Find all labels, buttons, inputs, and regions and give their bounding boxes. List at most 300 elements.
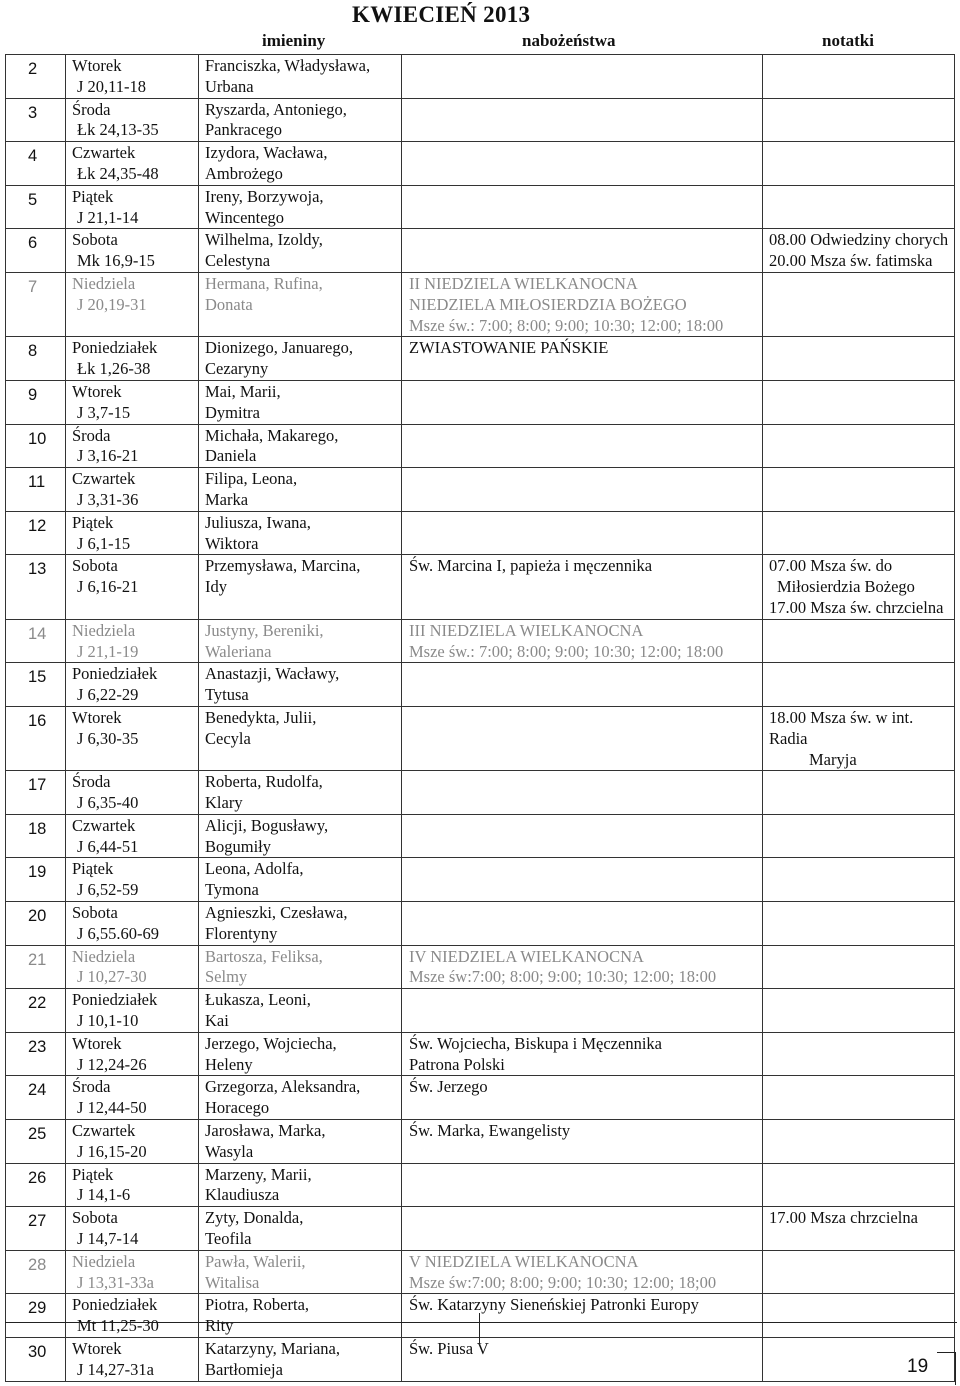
calendar-row [6, 1338, 955, 1382]
name-days-cell [199, 424, 402, 468]
services-cell [402, 555, 763, 619]
calendar-row [6, 468, 955, 512]
calendar-row [6, 619, 955, 663]
notes-cell [763, 771, 955, 815]
notes-cell [763, 1032, 955, 1076]
day-number: 2 [6, 55, 66, 99]
notes-cell [763, 1163, 955, 1207]
day-cell [66, 468, 199, 512]
day-number: 18 [6, 814, 66, 858]
name-day-line: Wincentego [205, 207, 285, 227]
day-cell [66, 858, 199, 902]
calendar-row [6, 945, 955, 989]
name-days-cell [199, 55, 402, 99]
name-day-line: Agnieszki, Czesława, [205, 903, 348, 923]
day-cell [66, 1294, 199, 1338]
name-days-cell [199, 902, 402, 946]
name-day-line: Selmy [205, 967, 248, 987]
service-line: Msze św.: 7:00; 8:00; 9:00; 10:30; 12:00; 18:00 [409, 641, 724, 661]
services-cell [402, 945, 763, 989]
gospel-reading: J 10,1-10 [77, 1011, 139, 1031]
gospel-reading: J 6,35-40 [77, 793, 139, 813]
name-day-line: Tytusa [205, 685, 249, 705]
services-cell [402, 380, 763, 424]
services-cell [402, 424, 763, 468]
gospel-reading: J 6,44-51 [77, 836, 139, 856]
services-cell [402, 272, 763, 336]
day-number: 24 [6, 1076, 66, 1120]
weekday-name: Niedziela [72, 946, 136, 966]
weekday-name: Wtorek [72, 56, 122, 75]
name-day-line: Pawła, Walerii, [205, 1251, 306, 1271]
name-day-line: Dymitra [205, 402, 260, 422]
weekday-name: Środa [72, 772, 111, 792]
day-cell [66, 619, 199, 663]
day-number: 28 [6, 1250, 66, 1294]
name-days-cell [199, 468, 402, 512]
page-title: KWIECIEŃ 2013 [352, 2, 531, 27]
day-cell [66, 902, 199, 946]
day-cell [66, 663, 199, 707]
day-number: 11 [6, 468, 66, 512]
note-line: Maryja [809, 749, 857, 769]
name-day-line: Justyny, Bereniki, [205, 620, 324, 640]
calendar-row [6, 555, 955, 619]
gospel-reading: J 14,27-31a [77, 1359, 154, 1379]
notes-cell [763, 511, 955, 555]
calendar-row [6, 1207, 955, 1251]
weekday-name: Wtorek [72, 707, 122, 727]
calendar-row [6, 858, 955, 902]
name-day-line: Klaudiusza [205, 1185, 280, 1205]
day-number: 4 [6, 142, 66, 186]
name-day-line: Ryszarda, Antoniego, [205, 99, 347, 119]
name-day-line: Michała, Makarego, [205, 425, 339, 445]
name-days-cell [199, 229, 402, 273]
name-day-line: Pankracego [205, 120, 282, 140]
name-days-cell [199, 142, 402, 186]
weekday-name: Sobota [72, 230, 118, 250]
calendar-row [6, 511, 955, 555]
day-number: 16 [6, 706, 66, 770]
services-cell [402, 98, 763, 142]
name-day-line: Celestyna [205, 251, 271, 271]
name-days-cell [199, 945, 402, 989]
gospel-reading: J 3,31-36 [77, 489, 139, 509]
name-day-line: Rity [205, 1316, 234, 1336]
notes-cell [763, 468, 955, 512]
day-number: 21 [6, 945, 66, 989]
name-day-line: Marka [205, 489, 249, 509]
weekday-name: Środa [72, 1077, 111, 1097]
day-cell [66, 337, 199, 381]
weekday-name: Sobota [72, 903, 118, 923]
day-cell [66, 1250, 199, 1294]
weekday-name: Niedziela [72, 1251, 136, 1271]
name-day-line: Witalisa [205, 1272, 260, 1292]
calendar-row [6, 902, 955, 946]
gospel-reading: J 14,1-6 [77, 1185, 131, 1205]
name-day-line: Marzeny, Marii, [205, 1164, 312, 1184]
name-days-cell [199, 814, 402, 858]
services-cell [402, 1163, 763, 1207]
services-cell [402, 468, 763, 512]
name-day-line: Alicji, Bogusławy, [205, 815, 329, 835]
day-cell [66, 555, 199, 619]
name-day-line: Mai, Marii, [205, 381, 281, 401]
gospel-reading: J 6,30-35 [77, 728, 139, 748]
day-number: 23 [6, 1032, 66, 1076]
day-cell [66, 945, 199, 989]
name-day-line: Dionizego, Januarego, [205, 338, 353, 358]
services-cell [402, 902, 763, 946]
day-cell [66, 272, 199, 336]
weekday-name: Czwartek [72, 143, 136, 163]
gospel-reading: J 6,16-21 [77, 577, 139, 597]
name-day-line: Izydora, Wacława, [205, 143, 328, 163]
weekday-name: Wtorek [72, 1033, 122, 1053]
day-number: 30 [6, 1338, 66, 1382]
gospel-reading: J 6,52-59 [77, 880, 139, 900]
day-cell [66, 1338, 199, 1382]
name-day-line: Jerzego, Wojciecha, [205, 1033, 337, 1053]
day-cell [66, 380, 199, 424]
name-day-line: Cezaryny [205, 359, 269, 379]
name-days-cell [199, 858, 402, 902]
day-number: 19 [6, 858, 66, 902]
notes-cell [763, 55, 955, 99]
services-cell [402, 1120, 763, 1164]
services-cell [402, 619, 763, 663]
gospel-reading: J 20,11-18 [77, 76, 147, 96]
day-number: 12 [6, 511, 66, 555]
gospel-reading: J 3,7-15 [77, 402, 131, 422]
note-line: 18.00 Msza św. w int. Radia [769, 707, 914, 748]
services-cell [402, 142, 763, 186]
name-days-cell [199, 380, 402, 424]
name-day-line: Ireny, Borzywoja, [205, 186, 324, 206]
name-day-line: Przemysława, Marcina, [205, 556, 361, 576]
name-days-cell [199, 1032, 402, 1076]
name-day-line: Grzegorza, Aleksandra, [205, 1077, 361, 1097]
name-day-line: Benedykta, Julii, [205, 707, 317, 727]
name-day-line: Juliusza, Iwana, [205, 512, 311, 532]
name-day-line: Anastazji, Wacławy, [205, 664, 340, 684]
name-days-cell [199, 619, 402, 663]
name-day-line: Heleny [205, 1054, 253, 1074]
weekday-name: Czwartek [72, 815, 136, 835]
day-number: 6 [6, 229, 66, 273]
calendar-row [6, 98, 955, 142]
day-number: 15 [6, 663, 66, 707]
header-notatki: notatki [822, 31, 874, 50]
calendar-row [6, 1120, 955, 1164]
center-tick [479, 1313, 480, 1345]
calendar-row [6, 1032, 955, 1076]
calendar-row [6, 663, 955, 707]
name-day-line: Daniela [205, 446, 257, 466]
calendar-row [6, 771, 955, 815]
name-day-line: Donata [205, 294, 253, 314]
day-number: 5 [6, 185, 66, 229]
services-cell [402, 511, 763, 555]
weekday-name: Wtorek [72, 381, 122, 401]
calendar-row [6, 380, 955, 424]
notes-cell [763, 380, 955, 424]
notes-cell [763, 1250, 955, 1294]
calendar-row [6, 272, 955, 336]
weekday-name: Środa [72, 425, 111, 445]
gospel-reading: J 3,16-21 [77, 446, 139, 466]
name-days-cell [199, 1338, 402, 1382]
weekday-name: Piątek [72, 512, 114, 532]
calendar-row [6, 424, 955, 468]
weekday-name: Poniedziałek [72, 338, 158, 358]
name-days-cell [199, 663, 402, 707]
gospel-reading: J 10,27-30 [77, 967, 147, 987]
name-days-cell [199, 1076, 402, 1120]
service-line: Msze św:7:00; 8:00; 9:00; 10:30; 12:00; 18;00 [409, 1272, 717, 1292]
weekday-name: Poniedziałek [72, 990, 158, 1010]
gospel-reading: J 13,31-33a [77, 1272, 154, 1292]
name-day-line: Łukasza, Leoni, [205, 990, 311, 1010]
day-cell [66, 185, 199, 229]
notes-cell [763, 98, 955, 142]
name-day-line: Bartłomieja [205, 1359, 283, 1379]
gospel-reading: J 6,22-29 [77, 685, 139, 705]
weekday-name: Czwartek [72, 1121, 136, 1141]
services-cell [402, 229, 763, 273]
service-line: IV NIEDZIELA WIELKANOCNA [409, 946, 644, 966]
name-day-line: Wilhelma, Izoldy, [205, 230, 323, 250]
service-line: Msze św.: 7:00; 8:00; 9:00; 10:30; 12:00; 18:00 [409, 315, 724, 335]
gospel-reading: Mk 16,9-15 [77, 251, 155, 271]
name-days-cell [199, 511, 402, 555]
weekday-name: Sobota [72, 556, 118, 576]
name-days-cell [199, 1207, 402, 1251]
name-days-cell [199, 98, 402, 142]
service-line: Św. Jerzego [409, 1077, 488, 1097]
services-cell [402, 989, 763, 1033]
day-number: 26 [6, 1163, 66, 1207]
name-day-line: Cecyla [205, 728, 251, 748]
weekday-name: Czwartek [72, 469, 136, 489]
day-number: 10 [6, 424, 66, 468]
notes-cell [763, 185, 955, 229]
name-day-line: Klary [205, 793, 243, 813]
calendar-table [5, 54, 955, 1382]
gospel-reading: J 16,15-20 [77, 1141, 147, 1161]
weekday-name: Sobota [72, 1208, 118, 1228]
day-number: 29 [6, 1294, 66, 1338]
weekday-name: Poniedziałek [72, 664, 158, 684]
services-cell [402, 814, 763, 858]
services-cell [402, 663, 763, 707]
notes-cell [763, 945, 955, 989]
notes-cell [763, 555, 955, 619]
service-line: NIEDZIELA MIŁOSIERDZIA BOŻEGO [409, 294, 687, 314]
weekday-name: Niedziela [72, 620, 136, 640]
day-cell [66, 142, 199, 186]
service-line: Św. Piusa V [409, 1339, 489, 1359]
name-day-line: Zyty, Donalda, [205, 1208, 304, 1228]
header-imieniny: imieniny [262, 31, 326, 50]
name-day-line: Franciszka, Władysława, [205, 56, 371, 75]
service-line: Msze św:7:00; 8:00; 9:00; 10:30; 12:00; 18:00 [409, 967, 717, 987]
services-cell [402, 1338, 763, 1382]
page-number-frame [937, 1352, 956, 1385]
name-days-cell [199, 771, 402, 815]
day-cell [66, 989, 199, 1033]
day-cell [66, 55, 199, 99]
name-days-cell [199, 706, 402, 770]
gospel-reading: J 6,55.60-69 [77, 923, 160, 943]
name-day-line: Wiktora [205, 533, 259, 553]
notes-cell [763, 1294, 955, 1338]
name-day-line: Roberta, Rudolfa, [205, 772, 323, 792]
note-line: 08.00 Odwiedziny chorych [769, 230, 949, 250]
name-day-line: Kai [205, 1011, 229, 1031]
day-number: 27 [6, 1207, 66, 1251]
calendar-row [6, 337, 955, 381]
calendar-row [6, 142, 955, 186]
notes-cell [763, 424, 955, 468]
note-line: 07.00 Msza św. do [769, 556, 893, 576]
service-line: Św. Marcina I, papieża i męczennika [409, 556, 653, 576]
services-cell [402, 1032, 763, 1076]
name-day-line: Horacego [205, 1098, 270, 1118]
service-line: Św. Marka, Ewangelisty [409, 1121, 571, 1141]
day-cell [66, 1207, 199, 1251]
weekday-name: Poniedziałek [72, 1295, 158, 1315]
gospel-reading: J 21,1-19 [77, 641, 139, 661]
notes-cell [763, 1120, 955, 1164]
name-day-line: Bartosza, Feliksa, [205, 946, 323, 966]
service-line: Patrona Polski [409, 1054, 505, 1074]
note-line: 20.00 Msza św. fatimska [769, 251, 933, 271]
gospel-reading: J 12,44-50 [77, 1098, 147, 1118]
calendar-row [6, 185, 955, 229]
service-line: III NIEDZIELA WIELKANOCNA [409, 620, 644, 640]
day-number: 22 [6, 989, 66, 1033]
day-number: 25 [6, 1120, 66, 1164]
services-cell [402, 706, 763, 770]
gospel-reading: Łk 24,35-48 [77, 163, 159, 183]
name-day-line: Jarosława, Marka, [205, 1121, 326, 1141]
notes-cell [763, 619, 955, 663]
day-cell [66, 424, 199, 468]
gospel-reading: J 6,1-15 [77, 533, 131, 553]
day-cell [66, 1076, 199, 1120]
name-days-cell [199, 337, 402, 381]
day-number: 17 [6, 771, 66, 815]
services-cell [402, 1250, 763, 1294]
name-day-line: Bogumiły [205, 836, 272, 856]
day-number: 20 [6, 902, 66, 946]
notes-cell [763, 989, 955, 1033]
name-day-line: Ambrożego [205, 163, 283, 183]
services-cell [402, 337, 763, 381]
calendar-row [6, 1294, 955, 1338]
day-cell [66, 511, 199, 555]
gospel-reading: J 20,19-31 [77, 294, 147, 314]
name-day-line: Florentyny [205, 923, 278, 943]
services-cell [402, 1076, 763, 1120]
day-cell [66, 706, 199, 770]
services-cell [402, 858, 763, 902]
calendar-row [6, 229, 955, 273]
day-number: 7 [6, 272, 66, 336]
weekday-name: Środa [72, 99, 111, 119]
name-day-line: Leona, Adolfa, [205, 859, 304, 879]
weekday-name: Piątek [72, 1164, 114, 1184]
notes-cell [763, 902, 955, 946]
service-line: ZWIASTOWANIE PAŃSKIE [409, 338, 609, 358]
name-day-line: Piotra, Roberta, [205, 1295, 310, 1315]
notes-cell [763, 1207, 955, 1251]
service-line: II NIEDZIELA WIELKANOCNA [409, 273, 638, 293]
calendar-row [6, 1163, 955, 1207]
note-line: Miłosierdzia Bożego [777, 577, 915, 597]
gospel-reading: Łk 1,26-38 [77, 359, 151, 379]
page-number: 19 [907, 1356, 929, 1377]
name-days-cell [199, 185, 402, 229]
notes-cell [763, 858, 955, 902]
service-line: V NIEDZIELA WIELKANOCNA [409, 1251, 639, 1271]
day-number: 9 [6, 380, 66, 424]
gospel-reading: J 14,7-14 [77, 1229, 139, 1249]
name-day-line: Katarzyny, Mariana, [205, 1339, 340, 1359]
day-cell [66, 1120, 199, 1164]
name-day-line: Hermana, Rufina, [205, 273, 323, 293]
day-cell [66, 1163, 199, 1207]
day-cell [66, 771, 199, 815]
day-number: 14 [6, 619, 66, 663]
name-days-cell [199, 272, 402, 336]
calendar-row [6, 989, 955, 1033]
services-cell [402, 771, 763, 815]
name-days-cell [199, 555, 402, 619]
name-days-cell [199, 1250, 402, 1294]
service-line: Św. Wojciecha, Biskupa i Męczennika [409, 1033, 662, 1053]
services-cell [402, 55, 763, 99]
day-number: 13 [6, 555, 66, 619]
name-days-cell [199, 989, 402, 1033]
calendar-row [6, 1076, 955, 1120]
day-cell [66, 1032, 199, 1076]
gospel-reading: J 21,1-14 [77, 207, 139, 227]
gospel-reading: Łk 24,13-35 [77, 120, 159, 140]
services-cell [402, 1294, 763, 1338]
notes-cell [763, 1076, 955, 1120]
weekday-name: Wtorek [72, 1339, 122, 1359]
name-day-line: Wasyla [205, 1141, 254, 1161]
day-number: 3 [6, 98, 66, 142]
calendar-row [6, 1250, 955, 1294]
notes-cell [763, 337, 955, 381]
note-line: 17.00 Msza św. chrzcielna [769, 597, 944, 617]
calendar-row [6, 814, 955, 858]
name-day-line: Filipa, Leona, [205, 469, 298, 489]
name-day-line: Urbana [205, 76, 254, 96]
notes-cell [763, 272, 955, 336]
day-cell [66, 814, 199, 858]
day-cell [66, 98, 199, 142]
services-cell [402, 185, 763, 229]
bottom-rule [5, 1322, 957, 1323]
notes-cell [763, 663, 955, 707]
notes-cell [763, 142, 955, 186]
